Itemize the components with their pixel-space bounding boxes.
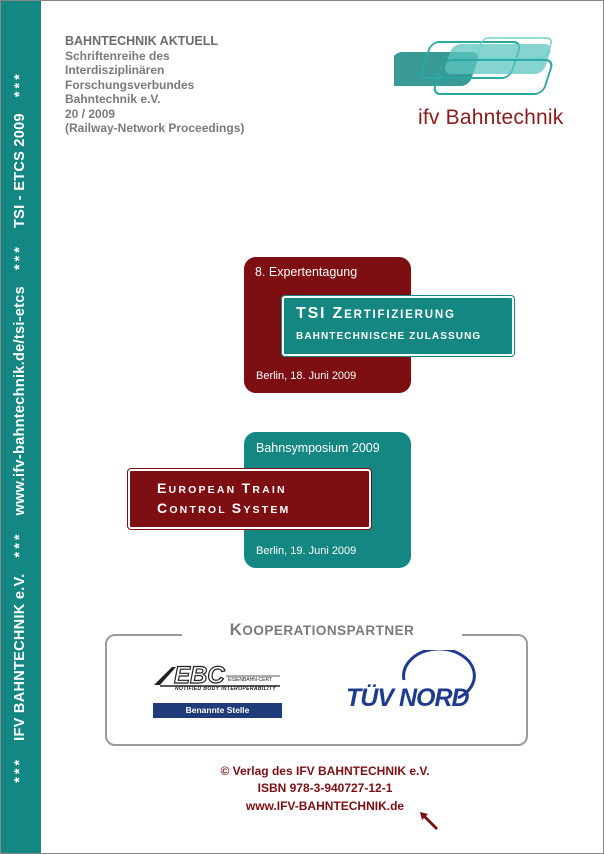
series-line: Bahntechnik e.V. [65, 92, 161, 106]
spine-stars: *** [12, 71, 28, 98]
event2-small: UROPEAN [168, 484, 242, 496]
event1-title-big: TSI [296, 305, 327, 322]
event1-title-rest: ERTIFIZIERUNG [344, 309, 456, 321]
ifv-logo-name: ifv Bahntechnik [418, 106, 564, 129]
cover-spine [0, 0, 41, 854]
publisher-website-link[interactable]: www.IFV-BAHNTECHNIK.de [245, 799, 405, 813]
event2-small: ONTROL [169, 504, 232, 516]
event2-cap: E [157, 480, 169, 496]
series-line: (Railway-Network Proceedings) [65, 121, 245, 135]
event1-heading: 8. Expertentagung [255, 265, 358, 279]
spine-text [12, 55, 28, 799]
event2-title-box [128, 469, 371, 529]
ebc-badge: Benannte Stelle Interoperabilität [153, 703, 282, 718]
series-line: Interdisziplinären [65, 63, 165, 77]
spine-org: IFV BAHNTECHNIK e.V. [12, 573, 28, 741]
event1-subtitle: BAHNTECHNISCHE ZULASSUNG [296, 331, 482, 342]
event2-title-line1 [157, 480, 287, 496]
ebc-mark: EBC [174, 662, 225, 689]
partners-title-cap: K [229, 620, 243, 639]
event2-cap: S [231, 500, 244, 516]
event2-cap: T [241, 480, 253, 496]
spine-stars: *** [12, 756, 28, 783]
spine-url: www.ifv-bahntechnik.de/tsi-etcs [12, 285, 28, 516]
event2-date: Berlin, 19. Juni 2009 [256, 545, 357, 557]
cursor-arrow-icon [418, 810, 442, 830]
event1-title [296, 305, 456, 323]
series-line: Schriftenreihe des [65, 48, 170, 63]
spine-topic: TSI - ETCS 2009 [12, 113, 28, 229]
isbn: ISBN 978-3-940727-12-1 [257, 781, 393, 795]
series-info [65, 34, 244, 136]
event2-small: YSTEM [243, 504, 291, 516]
event2-title-line2 [157, 500, 291, 516]
partners-title [182, 620, 462, 640]
series-line: Forschungsverbundes [65, 77, 195, 92]
event2-heading: Bahnsymposium 2009 [256, 441, 380, 455]
series-number: 20 / 2009 [65, 106, 116, 121]
spine-stars: *** [12, 244, 28, 270]
event1-title-z: Z [332, 305, 345, 322]
event2-small: RAIN [252, 484, 287, 496]
publisher-line: © Verlag des IFV BAHNTECHNIK e.V. [220, 764, 430, 778]
event1-date: Berlin, 18. Juni 2009 [256, 370, 357, 382]
ebc-subtitle: NOTIFIED BODY INTEROPERABILITY [175, 686, 277, 692]
spine-stars: *** [12, 531, 28, 558]
partners-title-rest: OOPERATIONSPARTNER [242, 623, 415, 638]
ebc-tag: EISENBAHN-CERT [228, 677, 273, 683]
event2-cap: C [157, 500, 170, 516]
tuv-nord-logo: TÜV NORD [346, 684, 469, 712]
series-title: BAHNTECHNIK AKTUELL [65, 34, 218, 48]
